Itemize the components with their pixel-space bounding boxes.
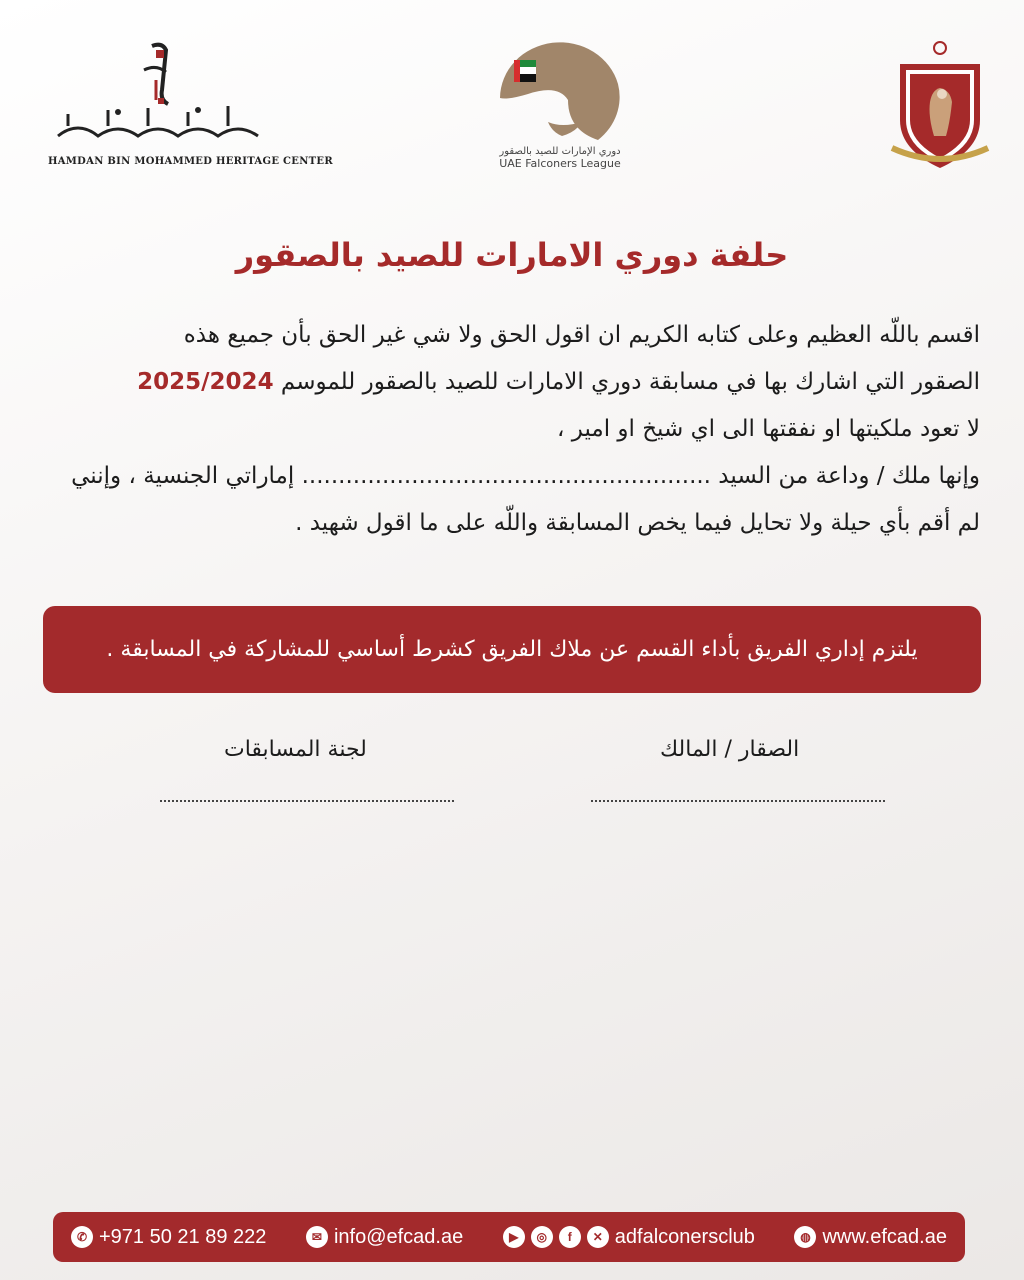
page-title: حلفة دوري الامارات للصيد بالصقور <box>235 236 789 274</box>
falconer-owner-label: الصقار / المالك <box>660 737 800 762</box>
contact-footer <box>53 1212 965 1262</box>
oath-line-4: وإنها ملك / وداعة من السيد ........................................................ إماراتي الجنسية ، وإنني <box>71 463 980 489</box>
oath-text <box>36 312 980 547</box>
notice-text: يلتزم إداري الفريق بأداء القسم عن ملاك الفريق كشرط أساسي للمشاركة في المسابقة . <box>106 637 918 662</box>
oath-line-2-text: الصقور التي اشارك بها في مسابقة دوري الامارات للصيد بالصقور للموسم <box>280 369 980 395</box>
notice-banner <box>43 606 981 693</box>
facebook-icon[interactable]: f <box>559 1226 581 1248</box>
instagram-icon[interactable]: ◎ <box>531 1226 553 1248</box>
x-twitter-icon[interactable]: ✕ <box>587 1226 609 1248</box>
phone-number: +971 50 21 89 222 <box>99 1225 267 1248</box>
uae-falconers-league-logo <box>470 38 650 174</box>
phone-contact[interactable] <box>71 1226 266 1249</box>
competition-committee-label: لجنة المسابقات <box>224 737 367 762</box>
hamdan-logo-caption: HAMDAN BIN MOHAMMED HERITAGE CENTER <box>48 156 333 167</box>
oath-line-5: لم أقم بأي حيلة ولا تحايل فيما يخص المسابقة واللّه على ما اقول شهيد . <box>295 510 980 536</box>
hamdan-heritage-logo <box>48 40 333 172</box>
website-url: www.efcad.ae <box>822 1225 947 1248</box>
social-contact[interactable] <box>503 1226 755 1249</box>
oath-line-1: اقسم باللّه العظيم وعلى كتابه الكريم ان اقول الحق ولا شي غير الحق بأن جميع هذه <box>183 322 980 348</box>
email-icon: ✉ <box>306 1226 328 1248</box>
whatsapp-icon: ✆ <box>71 1226 93 1248</box>
league-emblem-icon <box>470 38 650 142</box>
email-contact[interactable] <box>306 1226 463 1249</box>
hamdan-calligraphy-icon <box>48 40 268 152</box>
email-address: info@efcad.ae <box>333 1225 464 1248</box>
social-handle: adfalconersclub <box>614 1225 755 1248</box>
oath-line-2 <box>36 359 980 406</box>
committee-signature-line <box>160 800 454 802</box>
falconers-club-emblem <box>888 38 992 174</box>
oath-line-3: لا تعود ملكيتها او نفقتها الى اي شيخ او امير ، <box>557 416 980 442</box>
globe-icon: ◍ <box>794 1226 816 1248</box>
league-caption-english: UAE Falconers League <box>499 157 621 170</box>
website-contact[interactable] <box>794 1226 947 1249</box>
league-caption-arabic: دوري الإمارات للصيد بالصقور <box>499 146 621 157</box>
falconer-signature-line <box>591 800 885 802</box>
youtube-icon[interactable]: ▶ <box>503 1226 525 1248</box>
season-year: 2025/2024 <box>137 369 274 395</box>
falcon-shield-icon <box>888 38 992 174</box>
